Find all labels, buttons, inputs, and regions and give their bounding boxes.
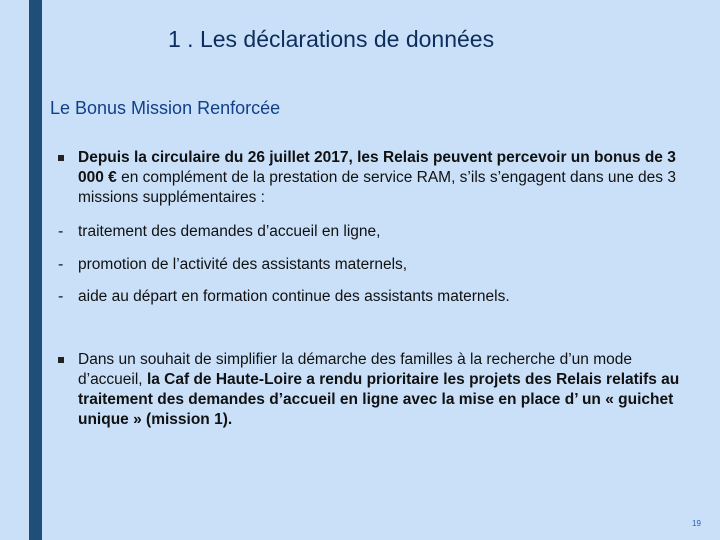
dash-item-text: aide au départ en formation continue des assistants maternels. xyxy=(78,288,510,305)
dash-item-2 xyxy=(58,255,688,275)
dash-item-text: promotion de l’activité des assistants maternels, xyxy=(78,256,408,273)
section-subtitle: Le Bonus Mission Renforcée xyxy=(50,98,281,118)
dash-marker: - xyxy=(58,288,64,305)
square-bullet-icon xyxy=(58,350,72,363)
bullet-bold-text: Depuis la circulaire du 26 juillet 2017, les Relais peuvent percevoir un bonus de 3 000 € xyxy=(78,149,676,186)
bullet-text xyxy=(78,148,688,208)
slide-title: 1 . Les déclarations de données xyxy=(168,26,495,52)
dash-marker: - xyxy=(58,256,64,273)
square-bullet-icon xyxy=(58,148,72,161)
bullet-bold-text: la Caf de Haute-Loire a rendu prioritaire les projets des Relais relatifs au traitement des demandes d’accueil en ligne avec la mise en place d’ un « guichet unique » (mission 1). xyxy=(78,371,680,428)
bullet-normal-text: en complément de la prestation de service RAM, s’ils s’engagent dans une des 3 missions supplémentaires : xyxy=(78,169,676,206)
bullet-normal-text: Dans un souhait de simplifier la démarche des familles à la recherche d’un mode d’accueil, xyxy=(78,351,632,388)
dash-marker: - xyxy=(58,223,64,240)
dash-item-3 xyxy=(58,287,688,307)
bullet-item-bonus xyxy=(58,148,688,208)
dash-item-1 xyxy=(58,222,688,242)
bullet-item-guichet xyxy=(58,350,688,430)
page-number: 19 xyxy=(692,519,701,528)
dash-item-text: traitement des demandes d’accueil en ligne, xyxy=(78,223,381,240)
left-accent-bar xyxy=(29,0,42,540)
bullet-text xyxy=(78,350,688,430)
